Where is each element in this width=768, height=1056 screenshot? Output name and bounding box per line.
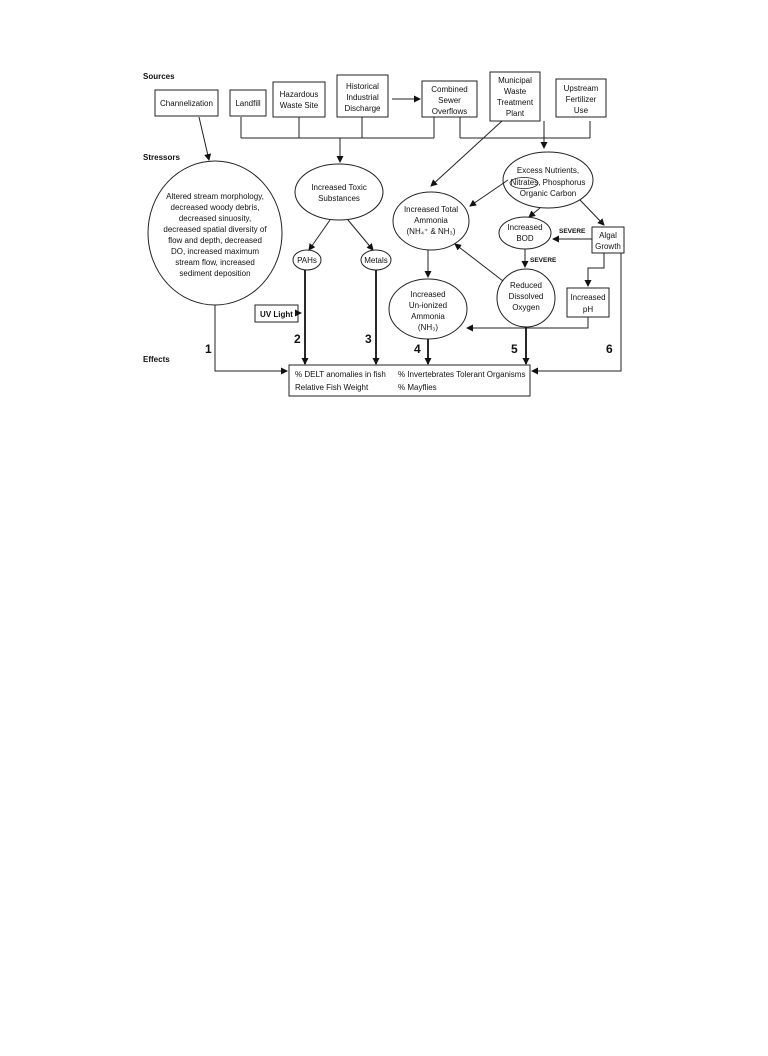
source-municipal-line1: Municipal — [498, 76, 532, 85]
source-landfill-label: Landfill — [235, 99, 261, 108]
nutrients-line1: Excess Nutrients, — [516, 166, 580, 175]
bod-line1: Increased — [507, 223, 543, 232]
source-municipal-waste-treatment-plant — [490, 72, 540, 121]
stressor-uv-light — [255, 305, 298, 322]
source-sewer-line1: Combined — [431, 85, 468, 94]
pathway-number-5: 5 — [511, 342, 518, 356]
total-ammonia-line2: Ammonia — [414, 216, 448, 225]
bod-line2: BOD — [516, 234, 534, 243]
ph-line2: pH — [582, 305, 594, 314]
effects-box — [289, 365, 530, 396]
effects-heading: Effects — [143, 355, 170, 364]
source-upstream-line3: Use — [573, 106, 589, 115]
altered-line3: decreased sinuosity, — [178, 214, 252, 223]
altered-line8: sediment deposition — [179, 269, 251, 278]
source-historical-line2: Industrial — [346, 93, 379, 102]
source-upstream-line2: Fertilizer — [565, 95, 597, 104]
altered-line1: Altered stream morphology, — [166, 192, 264, 201]
source-municipal-line4: Plant — [505, 109, 525, 118]
altered-line6: DO, increased maximum — [170, 247, 260, 256]
altered-line4: decreased spatial diversity of — [163, 225, 267, 234]
severe-label-algal-to-bod: SEVERE — [559, 228, 586, 235]
stressor-metals — [361, 250, 391, 270]
source-historical-line3: Discharge — [344, 104, 381, 113]
pathway-number-3: 3 — [365, 332, 372, 346]
nutrients-line2: Nitrates, Phosphorus — [510, 178, 586, 187]
stressor-increased-toxic-substances — [295, 164, 383, 220]
stressor-increased-total-ammonia — [393, 192, 469, 250]
stressor-pahs — [293, 250, 321, 270]
source-municipal-line3: Treatment — [496, 98, 534, 107]
altered-line5: flow and depth, decreased — [168, 236, 262, 245]
reduced-do-line1: Reduced — [509, 281, 543, 290]
stressors-heading: Stressors — [143, 153, 180, 162]
stressor-increased-bod — [499, 217, 551, 249]
source-historical-line1: Historical — [346, 82, 379, 91]
stressor-excess-nutrients — [503, 152, 593, 208]
altered-line2: decreased woody debris, — [170, 203, 260, 212]
effect-delt-anomalies: % DELT anomalies in fish — [295, 370, 386, 379]
unionized-line3: Ammonia — [411, 312, 445, 321]
nutrients-line3: Organic Carbon — [519, 189, 577, 198]
source-historical-industrial-discharge — [337, 75, 388, 117]
uv-light-label: UV Light — [260, 310, 293, 319]
source-upstream-line1: Upstream — [563, 84, 599, 93]
unionized-line2: Un-ionized — [408, 301, 448, 310]
source-hazardous-waste-site — [273, 82, 325, 117]
source-hazardous-line1: Hazardous — [279, 90, 319, 99]
stressor-algal-growth — [592, 227, 624, 253]
stressor-altered-stream-morphology — [148, 161, 282, 305]
pathway-number-4: 4 — [414, 342, 421, 356]
algal-line2: Growth — [595, 242, 621, 251]
reduced-do-line3: Oxygen — [512, 303, 540, 312]
ph-line1: Increased — [570, 293, 606, 302]
metals-label: Metals — [364, 256, 388, 265]
altered-line7: stream flow, increased — [175, 258, 255, 267]
source-sewer-line3: Overflows — [431, 107, 468, 116]
source-municipal-line2: Waste — [503, 87, 527, 96]
effect-mayflies: % Mayflies — [398, 383, 437, 392]
source-channelization-label: Channelization — [160, 99, 213, 108]
unionized-line4: (NH₃) — [417, 323, 439, 332]
unionized-line1: Increased — [410, 290, 446, 299]
effect-invertebrates-tolerant: % Invertebrates Tolerant Organisms — [398, 370, 526, 379]
total-ammonia-line3: (NH₄⁺ & NH₃) — [406, 227, 456, 236]
source-upstream-fertilizer-use — [556, 79, 606, 117]
source-combined-sewer-overflows — [422, 81, 477, 117]
stressor-increased-ph — [567, 288, 609, 317]
pahs-label: PAHs — [297, 256, 317, 265]
source-channelization — [155, 90, 218, 116]
pathway-number-6: 6 — [606, 342, 613, 356]
algal-line1: Algal — [599, 231, 617, 240]
total-ammonia-line1: Increased Total — [403, 205, 459, 214]
effect-relative-fish-weight: Relative Fish Weight — [295, 383, 369, 392]
pathway-number-1: 1 — [205, 342, 212, 356]
reduced-do-line2: Dissolved — [508, 292, 544, 301]
pathway-number-2: 2 — [294, 332, 301, 346]
severe-label-bod-to-oxygen: SEVERE — [530, 257, 557, 264]
source-sewer-line2: Sewer — [438, 96, 461, 105]
sources-heading: Sources — [143, 72, 175, 81]
toxic-line2: Substances — [318, 194, 360, 203]
stressor-increased-unionized-ammonia — [389, 279, 467, 339]
source-hazardous-line2: Waste Site — [279, 101, 319, 110]
stressor-reduced-dissolved-oxygen — [497, 269, 555, 327]
toxic-line1: Increased Toxic — [311, 183, 367, 192]
source-landfill — [230, 90, 266, 116]
